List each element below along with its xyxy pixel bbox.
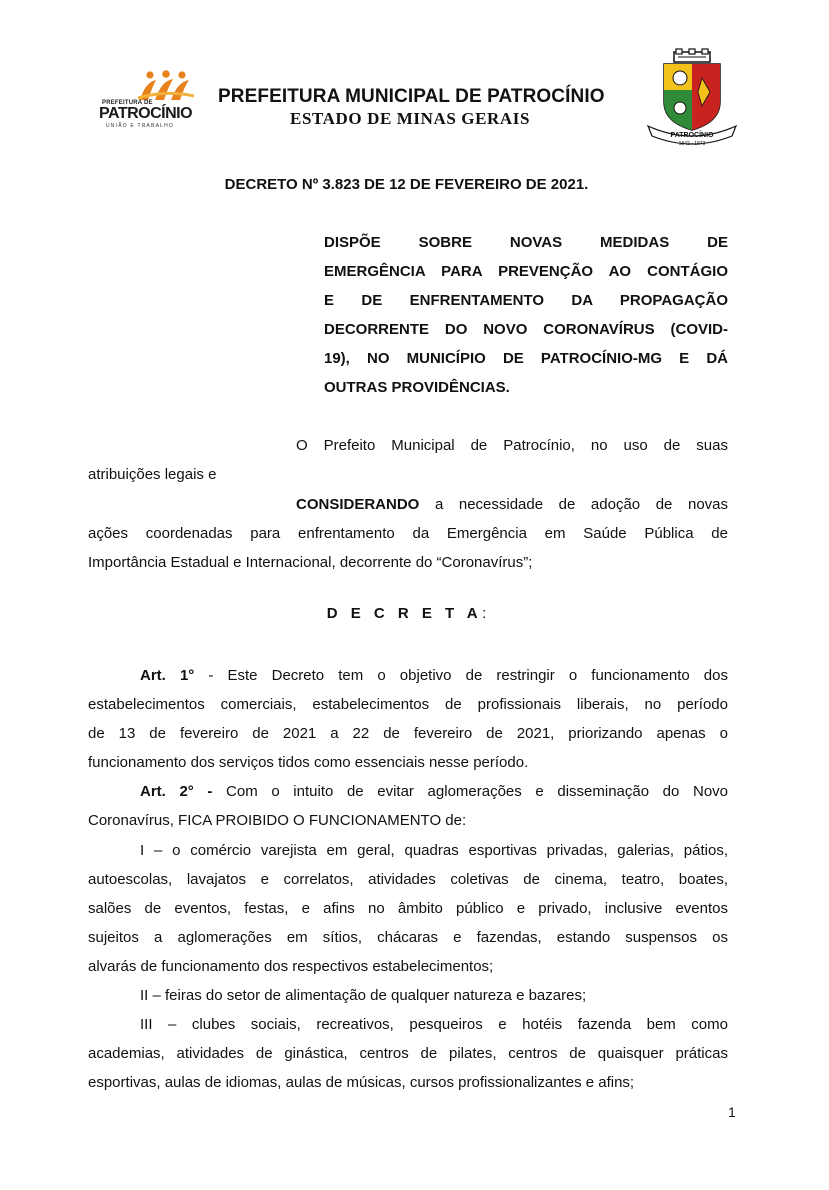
- preamble-line: O Prefeito Municipal de Patrocínio, no uso de suas: [296, 437, 728, 454]
- art1-label: Art. 1°: [140, 667, 195, 684]
- art2-item3-line: academias, atividades de ginástica, centros de pilates, centros de quaisquer práticas: [88, 1045, 728, 1062]
- logo-motto: UNIÃO E TRABALHO: [106, 123, 175, 129]
- art1-line: estabelecimentos comerciais, estabelecimentos de profissionais liberais, no período: [88, 696, 728, 713]
- art2-item3-line: III – clubes sociais, recreativos, pesqueiros e hotéis fazenda bem como: [140, 1016, 728, 1033]
- people-figures-icon: [136, 70, 196, 102]
- logo-prefeitura-text: PREFEITURA DE: [102, 100, 153, 106]
- art1-line: [140, 661, 728, 690]
- summary-line: E DE ENFRENTAMENTO DA PROPAGAÇÃO: [324, 292, 728, 309]
- art2-line: [140, 777, 728, 806]
- summary-line: OUTRAS PROVIDÊNCIAS.: [324, 379, 510, 396]
- coat-of-arms-icon: [640, 48, 744, 148]
- considerando-text: a necessidade de adoção de novas: [434, 496, 729, 513]
- summary-line: EMERGÊNCIA PARA PREVENÇÃO AO CONTÁGIO: [324, 263, 728, 280]
- decreta-word: D E C R E T A: [326, 605, 483, 622]
- art2-text: Com o intuito de evitar aglomerações e disseminação do Novo: [226, 783, 729, 800]
- coat-scroll-text: 1842 · 1873: [678, 141, 706, 147]
- decreta-colon: :: [482, 605, 487, 622]
- decreta-heading: [0, 605, 813, 622]
- decree-summary: [324, 228, 728, 402]
- art2-item2-line: II – feiras do setor de alimentação de qualquer natureza e bazares;: [140, 987, 587, 1004]
- summary-line: 19), NO MUNICÍPIO DE PATROCÍNIO-MG E DÁ: [324, 350, 728, 367]
- art2-item1-line: I – o comércio varejista em geral, quadras esportivas privadas, galerias, pátios,: [140, 842, 728, 859]
- art1-line: de 13 de fevereiro de 2021 a 22 de fevereiro de 2021, priorizando apenas o: [88, 725, 728, 742]
- logo-wordmark: PATROCÍNIO: [99, 105, 193, 122]
- art2-line: Coronavírus, FICA PROIBIDO O FUNCIONAMENTO de:: [88, 812, 467, 829]
- considerando-line: ações coordenadas para enfrentamento da Emergência em Saúde Pública de: [88, 525, 728, 542]
- city-logo: [96, 70, 206, 130]
- preamble-line: atribuições legais e: [88, 466, 217, 483]
- considerando-label: CONSIDERANDO: [296, 496, 420, 513]
- art2-item1-line: salões de eventos, festas, e afins no âmbito público e privado, inclusive eventos: [88, 900, 728, 917]
- art2-item1-line: alvarás de funcionamento dos respectivos estabelecimentos;: [88, 958, 494, 975]
- summary-line: DISPÕE SOBRE NOVAS MEDIDAS DE: [324, 234, 728, 251]
- art2-label: Art. 2° -: [140, 783, 213, 800]
- art2-item3-line: esportivas, aulas de idiomas, aulas de músicas, cursos profissionalizantes e afins;: [88, 1074, 635, 1091]
- decree-title: DECRETO Nº 3.823 DE 12 DE FEVEREIRO DE 2021.: [224, 176, 589, 193]
- considerando-line: Importância Estadual e Internacional, decorrente do “Coronavírus”;: [88, 554, 533, 571]
- art1-text: - Este Decreto tem o objetivo de restringir o funcionamento dos: [208, 667, 728, 684]
- considerando-line: [296, 490, 728, 519]
- header-subtitle: ESTADO DE MINAS GERAIS: [290, 109, 531, 128]
- page-number: 1: [728, 1104, 736, 1120]
- summary-line: DECORRENTE DO NOVO CORONAVÍRUS (COVID-: [324, 321, 728, 338]
- art2-item1-line: autoescolas, lavajatos e correlatos, atividades coletivas de cinema, teatro, boates,: [88, 871, 728, 888]
- header-title: PREFEITURA MUNICIPAL DE PATROCÍNIO: [218, 86, 605, 107]
- coat-band-text: PATROCÍNIO: [670, 132, 714, 139]
- art2-item1-line: sujeitos a aglomerações em sítios, chácaras e fazendas, estando suspensos os: [88, 929, 728, 946]
- art1-line: funcionamento dos serviços tidos como essenciais nesse período.: [88, 754, 529, 771]
